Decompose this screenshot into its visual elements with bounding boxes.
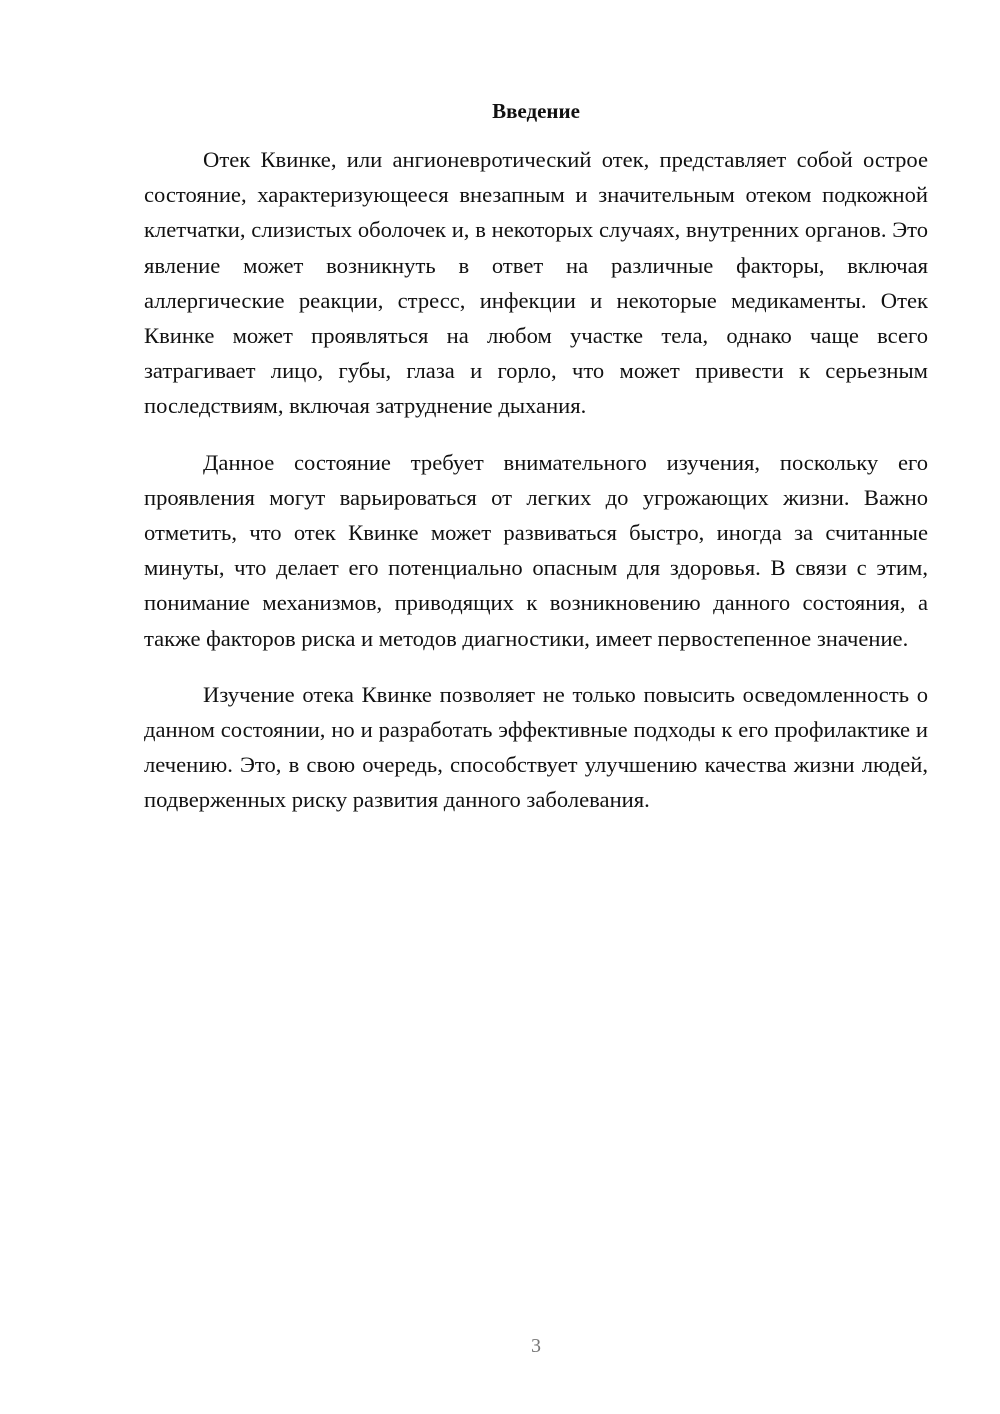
paragraph-3: Изучение отека Квинке позволяет не только повысить осведомленность о данном состоянии, но и разработать эффективные подходы к его профилактике и лечению. Это, в свою очередь, способствует улучшению качества жизни людей, подверженных риску развития данного заболевания. [144, 681, 928, 813]
page-number: 3 [531, 1335, 541, 1357]
paragraph-2: Данное состояние требует внимательного изучения, поскольку его проявления могут варьироваться от легких до угрожающих жизни. Важно отметить, что отек Квинке может развиваться быстро, иногда за считанные минуты, что делает его потенциально опасным для здоровья. В связи с этим, понимание механизмов, приводящих к возникновению данного состояния, а также факторов риска и методов диагностики, имеет первостепенное значение. [144, 449, 928, 651]
document-body [144, 142, 928, 839]
paragraph-1: Отек Квинке, или ангионевротический отек, представляет собой острое состояние, характеризующееся внезапным и значительным отеком подкожной клетчатки, слизистых оболочек и, в некоторых случаях, внутренних органов. Это явление может возникнуть в ответ на различные факторы, включая аллергические реакции, стресс, инфекции и некоторые медикаменты. Отек Квинке может проявляться на любом участке тела, однако чаще всего затрагивает лицо, губы, глаза и горло, что может привести к серьезным последствиям, включая затруднение дыхания. [144, 147, 928, 419]
page-title: Введение [492, 99, 580, 123]
